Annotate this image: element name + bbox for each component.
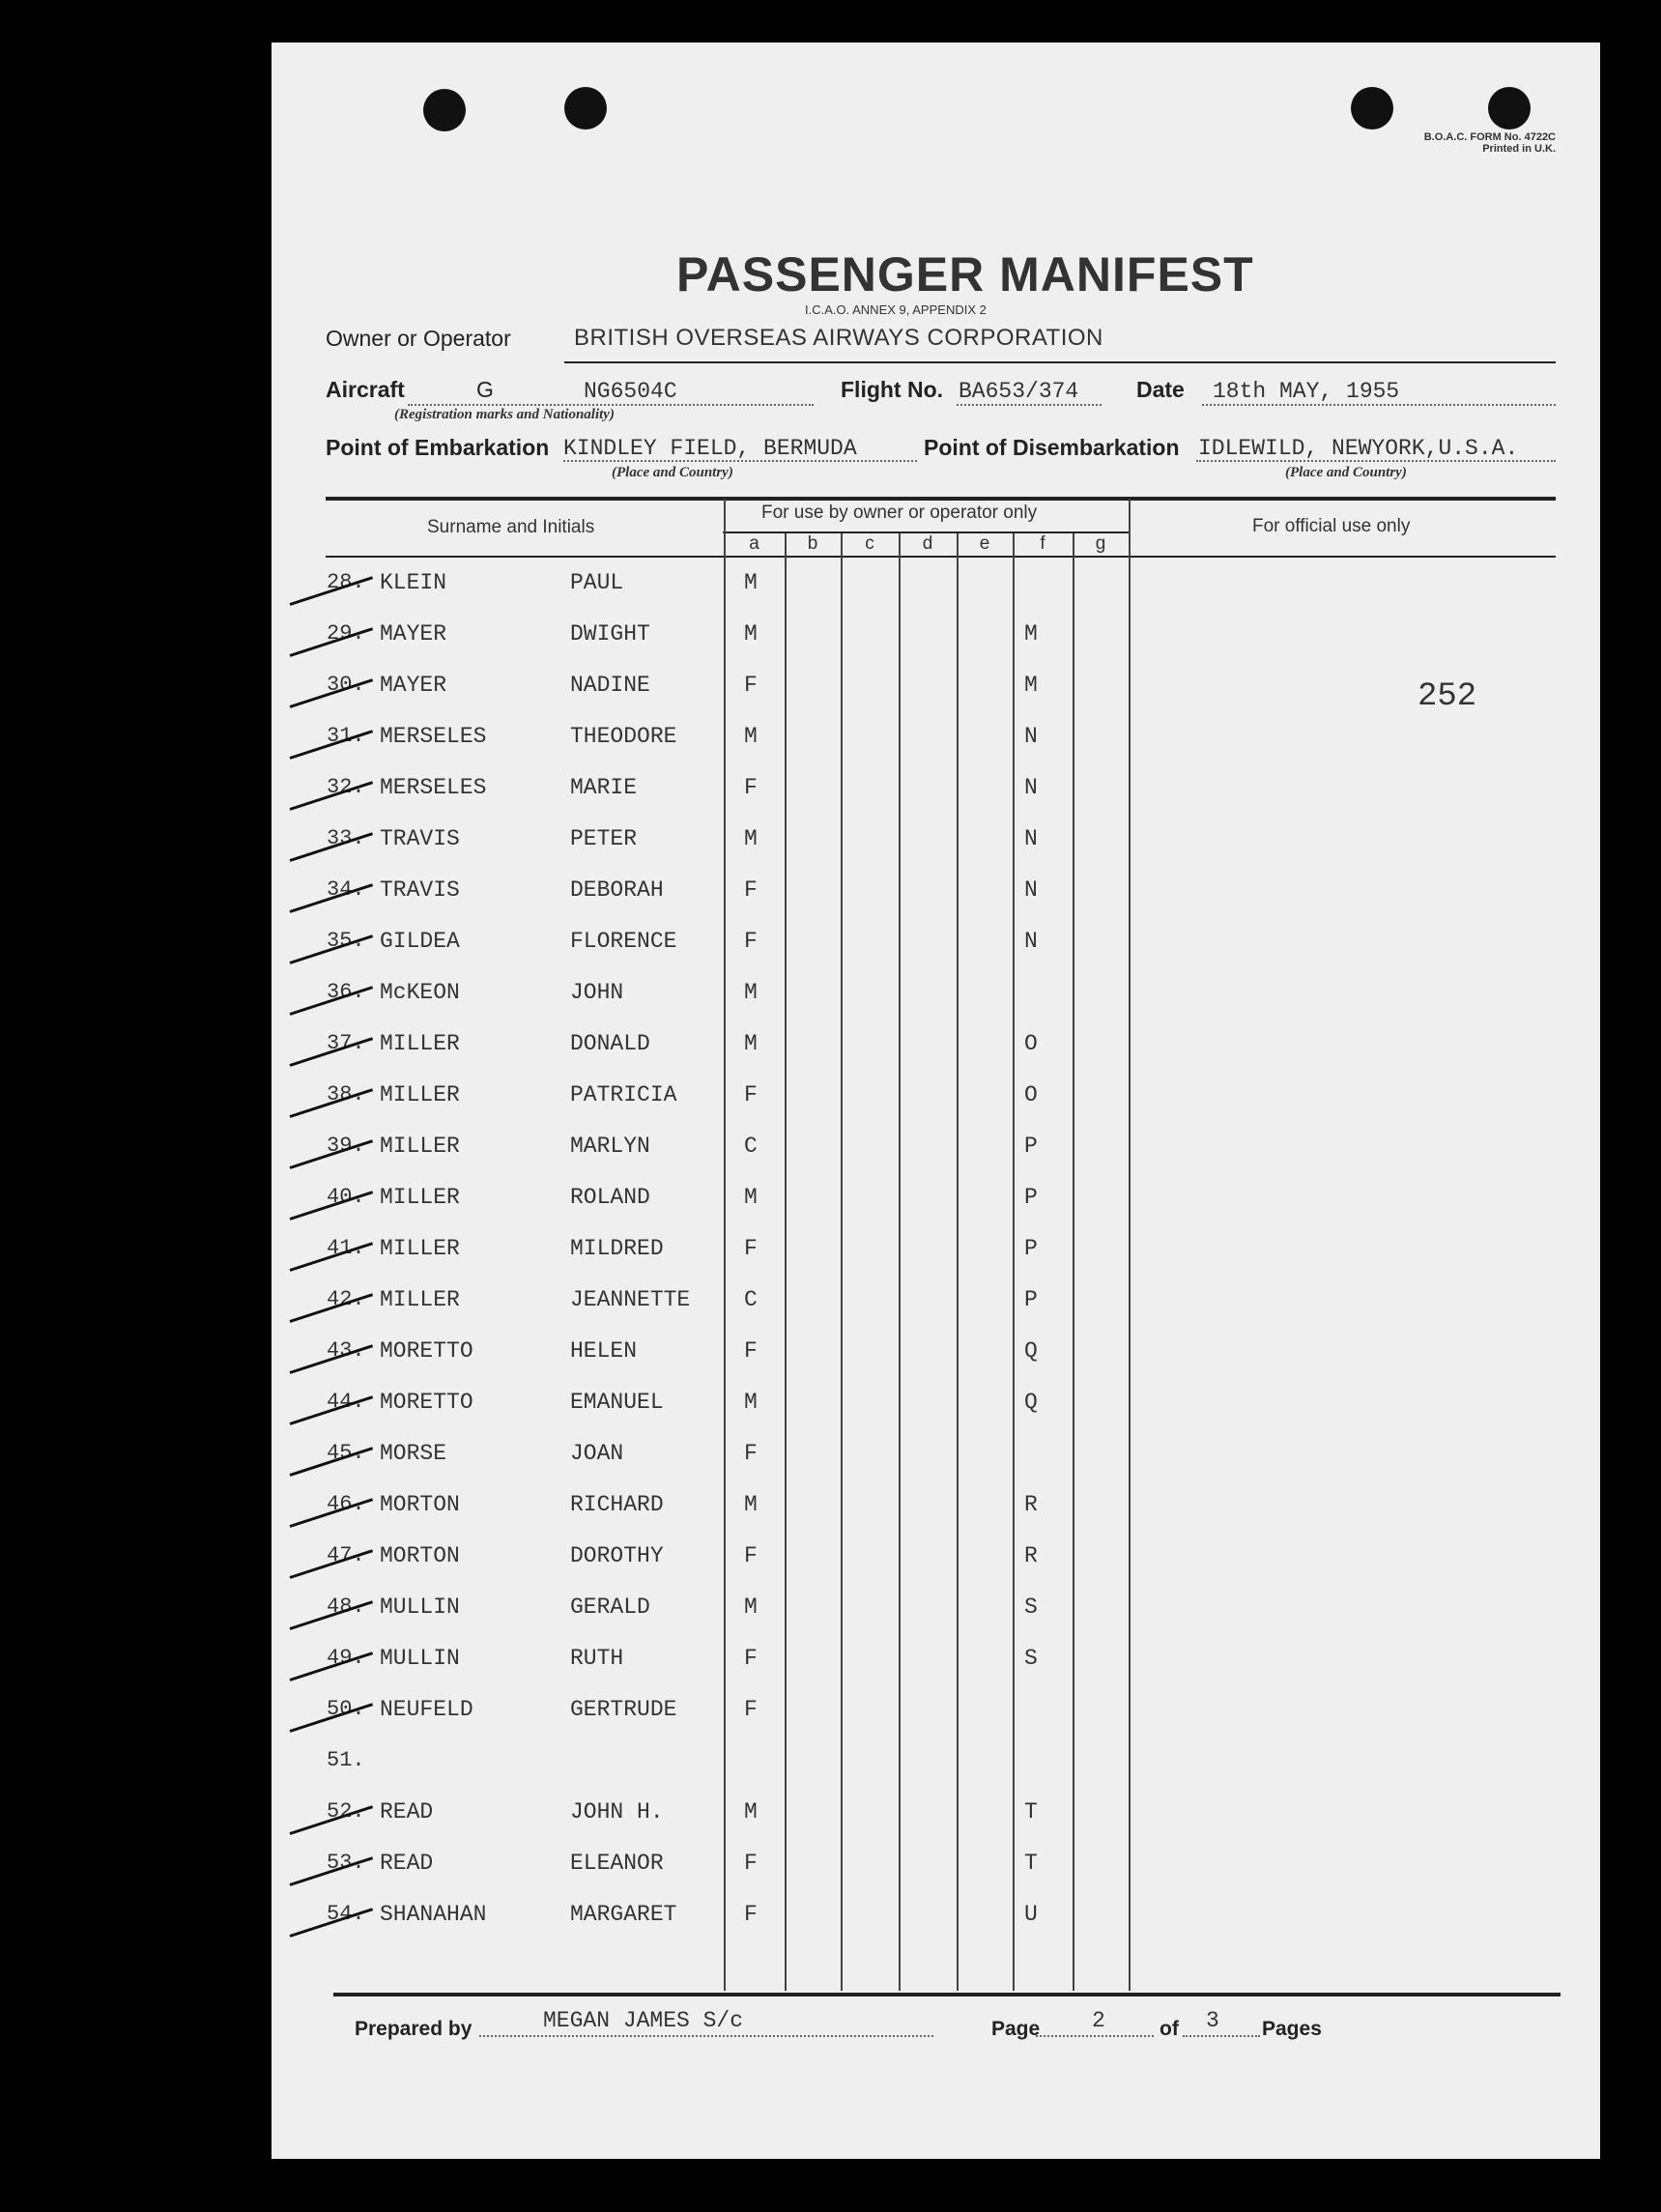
place-note-disembark: (Place and Country) <box>1285 465 1407 480</box>
embarkation-dots <box>563 460 917 462</box>
subcolumn-header-a: a <box>749 533 759 554</box>
prepared-dots <box>479 2035 933 2037</box>
column-divider <box>957 533 959 1991</box>
passenger-first-name: JOHN H. <box>570 1799 664 1824</box>
official-page-number: 252 <box>1418 678 1477 715</box>
passenger-first-name: JOAN <box>570 1441 624 1466</box>
passenger-surname: TRAVIS <box>380 877 460 903</box>
page-subtitle: I.C.A.O. ANNEX 9, APPENDIX 2 <box>805 302 987 317</box>
passenger-surname: MILLER <box>380 1185 460 1210</box>
place-note-embark: (Place and Country) <box>612 465 733 480</box>
passenger-surname: NEUFELD <box>380 1697 473 1722</box>
column-a-code: F <box>744 1543 758 1568</box>
column-f-code: Q <box>1024 1338 1038 1364</box>
passenger-first-name: PAUL <box>570 570 624 595</box>
row-number: 49. <box>327 1646 365 1670</box>
registration-note: (Registration marks and Nationality) <box>394 407 615 422</box>
prepared-label: Prepared by <box>355 2018 473 2040</box>
column-f-code: P <box>1024 1185 1038 1210</box>
passenger-surname: MERSELES <box>380 775 487 800</box>
passenger-surname: GILDEA <box>380 929 460 954</box>
passenger-surname: MILLER <box>380 1236 460 1261</box>
column-a-code: F <box>744 1338 758 1364</box>
column-a-code: M <box>744 980 758 1005</box>
passenger-first-name: RICHARD <box>570 1492 664 1517</box>
disembarkation-value: IDLEWILD, NEWYORK,U.S.A. <box>1198 436 1519 461</box>
row-number: 54. <box>327 1902 365 1926</box>
column-f-code: N <box>1024 826 1038 851</box>
row-number: 53. <box>327 1851 365 1875</box>
aircraft-dots <box>408 404 814 406</box>
column-divider <box>785 533 787 1991</box>
column-f-code: S <box>1024 1646 1038 1671</box>
column-f-code: T <box>1024 1851 1038 1876</box>
column-f-code: M <box>1024 621 1038 646</box>
row-number: 45. <box>327 1441 365 1465</box>
column-a-code: M <box>744 570 758 595</box>
row-number: 37. <box>327 1031 365 1055</box>
column-a-code: C <box>744 1287 758 1312</box>
prepared-value: MEGAN JAMES S/c <box>543 2008 744 2033</box>
passenger-surname: MORETTO <box>380 1390 473 1415</box>
column-f-code: N <box>1024 775 1038 800</box>
row-number: 47. <box>327 1543 365 1567</box>
row-number: 43. <box>327 1338 365 1363</box>
row-number: 50. <box>327 1697 365 1721</box>
row-number: 29. <box>327 621 365 646</box>
punch-hole <box>1488 87 1531 129</box>
column-f-code: N <box>1024 724 1038 749</box>
passenger-first-name: FLORENCE <box>570 929 677 954</box>
column-divider <box>1073 533 1074 1991</box>
total-pages: 3 <box>1206 2008 1219 2033</box>
column-f-code: U <box>1024 1902 1038 1927</box>
passenger-first-name: GERTRUDE <box>570 1697 677 1722</box>
passenger-surname: MORTON <box>380 1543 460 1568</box>
passenger-surname: MORETTO <box>380 1338 473 1364</box>
passenger-first-name: DEBORAH <box>570 877 664 903</box>
page-title: PASSENGER MANIFEST <box>676 247 1254 302</box>
column-divider <box>1129 499 1131 1991</box>
column-f-code: O <box>1024 1082 1038 1107</box>
row-number: 30. <box>327 673 365 697</box>
passenger-surname: MILLER <box>380 1134 460 1159</box>
page-number: 2 <box>1092 2008 1105 2033</box>
column-a-code: F <box>744 929 758 954</box>
subcolumn-header-b: b <box>807 533 818 554</box>
embarkation-value: KINDLEY FIELD, BERMUDA <box>563 436 857 461</box>
owner-label: Owner or Operator <box>326 326 511 351</box>
column-f-code: N <box>1024 877 1038 903</box>
disembarkation-dots <box>1196 460 1556 462</box>
column-f-code: R <box>1024 1543 1038 1568</box>
passenger-surname: MORSE <box>380 1441 447 1466</box>
passenger-surname: MERSELES <box>380 724 487 749</box>
page-dots <box>1036 2035 1154 2037</box>
column-a-code: F <box>744 673 758 698</box>
passenger-surname: READ <box>380 1799 434 1824</box>
passenger-surname: MILLER <box>380 1082 460 1107</box>
table-top-rule <box>326 497 1556 501</box>
surname-header: Surname and Initials <box>427 517 595 537</box>
passenger-surname: MULLIN <box>380 1646 460 1671</box>
passenger-first-name: JOHN <box>570 980 624 1005</box>
row-number: 48. <box>327 1594 365 1619</box>
column-a-code: F <box>744 1697 758 1722</box>
column-a-code: M <box>744 1492 758 1517</box>
column-a-code: M <box>744 1390 758 1415</box>
total-pages-dots <box>1183 2035 1260 2037</box>
pages-label: Pages <box>1262 2018 1322 2040</box>
passenger-surname: MULLIN <box>380 1594 460 1620</box>
column-f-code: N <box>1024 929 1038 954</box>
owner-underline <box>564 361 1556 363</box>
aircraft-label: Aircraft <box>326 377 405 402</box>
punch-hole <box>564 87 607 129</box>
passenger-first-name: THEODORE <box>570 724 677 749</box>
passenger-surname: MAYER <box>380 621 447 646</box>
column-divider <box>841 533 843 1991</box>
form-number: B.O.A.C. FORM No. 4722C Printed in U.K. <box>1423 131 1556 155</box>
row-number: 38. <box>327 1082 365 1106</box>
row-number: 35. <box>327 929 365 953</box>
column-divider <box>1013 533 1015 1991</box>
column-a-code: F <box>744 1902 758 1927</box>
column-f-code: P <box>1024 1236 1038 1261</box>
column-f-code: R <box>1024 1492 1038 1517</box>
column-a-code: M <box>744 621 758 646</box>
official-use-header: For official use only <box>1252 516 1411 536</box>
aircraft-nationality: G <box>476 377 494 402</box>
passenger-first-name: MILDRED <box>570 1236 664 1261</box>
passenger-first-name: HELEN <box>570 1338 638 1364</box>
row-number: 40. <box>327 1185 365 1209</box>
embarkation-label: Point of Embarkation <box>326 435 550 460</box>
aircraft-registration: NG6504C <box>584 379 677 404</box>
passenger-first-name: MARGARET <box>570 1902 677 1927</box>
flight-dots <box>957 404 1102 406</box>
column-a-code: M <box>744 1031 758 1056</box>
row-number: 39. <box>327 1134 365 1158</box>
column-a-code: F <box>744 1851 758 1876</box>
column-divider <box>724 499 726 1991</box>
column-f-code: M <box>1024 673 1038 698</box>
row-number: 51. <box>327 1748 365 1772</box>
date-value: 18th MAY, 1955 <box>1213 379 1400 404</box>
column-a-code: F <box>744 1441 758 1466</box>
row-number: 41. <box>327 1236 365 1260</box>
subcolumn-header-c: c <box>865 533 874 554</box>
punch-hole <box>1351 87 1393 129</box>
row-number: 46. <box>327 1492 365 1516</box>
passenger-surname: McKEON <box>380 980 460 1005</box>
passenger-first-name: DWIGHT <box>570 621 650 646</box>
column-f-code: T <box>1024 1799 1038 1824</box>
column-f-code: O <box>1024 1031 1038 1056</box>
disembarkation-label: Point of Disembarkation <box>924 435 1180 460</box>
passenger-surname: READ <box>380 1851 434 1876</box>
row-number: 32. <box>327 775 365 799</box>
column-f-code: S <box>1024 1594 1038 1620</box>
row-number: 33. <box>327 826 365 850</box>
passenger-surname: KLEIN <box>380 570 447 595</box>
punch-hole <box>423 89 466 131</box>
row-number: 36. <box>327 980 365 1004</box>
column-a-code: M <box>744 1185 758 1210</box>
row-number: 44. <box>327 1390 365 1414</box>
column-a-code: F <box>744 1236 758 1261</box>
passenger-surname: TRAVIS <box>380 826 460 851</box>
passenger-first-name: MARIE <box>570 775 638 800</box>
column-f-code: Q <box>1024 1390 1038 1415</box>
passenger-first-name: PATRICIA <box>570 1082 677 1107</box>
passenger-first-name: DONALD <box>570 1031 650 1056</box>
table-header-rule <box>326 556 1556 558</box>
passenger-first-name: ROLAND <box>570 1185 650 1210</box>
passenger-surname: MILLER <box>380 1031 460 1056</box>
column-a-code: M <box>744 826 758 851</box>
date-dots <box>1202 404 1556 406</box>
subcolumn-header-g: g <box>1095 533 1106 554</box>
passenger-first-name: ELEANOR <box>570 1851 664 1876</box>
passenger-surname: MILLER <box>380 1287 460 1312</box>
column-a-code: F <box>744 1082 758 1107</box>
column-a-code: M <box>744 724 758 749</box>
date-label: Date <box>1136 377 1185 402</box>
owner-use-header: For use by owner or operator only <box>761 503 1038 523</box>
passenger-surname: SHANAHAN <box>380 1902 487 1927</box>
subcolumn-header-d: d <box>922 533 933 554</box>
row-number: 52. <box>327 1799 365 1824</box>
flight-value: BA653/374 <box>959 379 1079 404</box>
column-divider <box>899 533 901 1991</box>
column-a-code: C <box>744 1134 758 1159</box>
of-label: of <box>1160 2018 1179 2040</box>
passenger-surname: MAYER <box>380 673 447 698</box>
column-f-code: P <box>1024 1287 1038 1312</box>
passenger-first-name: DOROTHY <box>570 1543 664 1568</box>
subcolumn-header-f: f <box>1040 533 1045 554</box>
column-a-code: F <box>744 775 758 800</box>
passenger-first-name: GERALD <box>570 1594 650 1620</box>
row-number: 28. <box>327 570 365 594</box>
footer-rule <box>333 1993 1561 1997</box>
flight-label: Flight No. <box>841 377 944 402</box>
passenger-first-name: PETER <box>570 826 638 851</box>
column-a-code: F <box>744 1646 758 1671</box>
column-f-code: P <box>1024 1134 1038 1159</box>
owner-value: BRITISH OVERSEAS AIRWAYS CORPORATION <box>574 325 1103 351</box>
manifest-page <box>272 43 1600 2159</box>
passenger-first-name: EMANUEL <box>570 1390 664 1415</box>
column-a-code: M <box>744 1594 758 1620</box>
column-a-code: F <box>744 877 758 903</box>
passenger-first-name: JEANNETTE <box>570 1287 691 1312</box>
row-number: 42. <box>327 1287 365 1311</box>
passenger-first-name: MARLYN <box>570 1134 650 1159</box>
column-a-code: M <box>744 1799 758 1824</box>
passenger-first-name: RUTH <box>570 1646 624 1671</box>
page-label: Page <box>991 2018 1041 2040</box>
subcolumn-header-e: e <box>979 533 990 554</box>
row-number: 34. <box>327 877 365 902</box>
row-number: 31. <box>327 724 365 748</box>
passenger-first-name: NADINE <box>570 673 650 698</box>
passenger-surname: MORTON <box>380 1492 460 1517</box>
